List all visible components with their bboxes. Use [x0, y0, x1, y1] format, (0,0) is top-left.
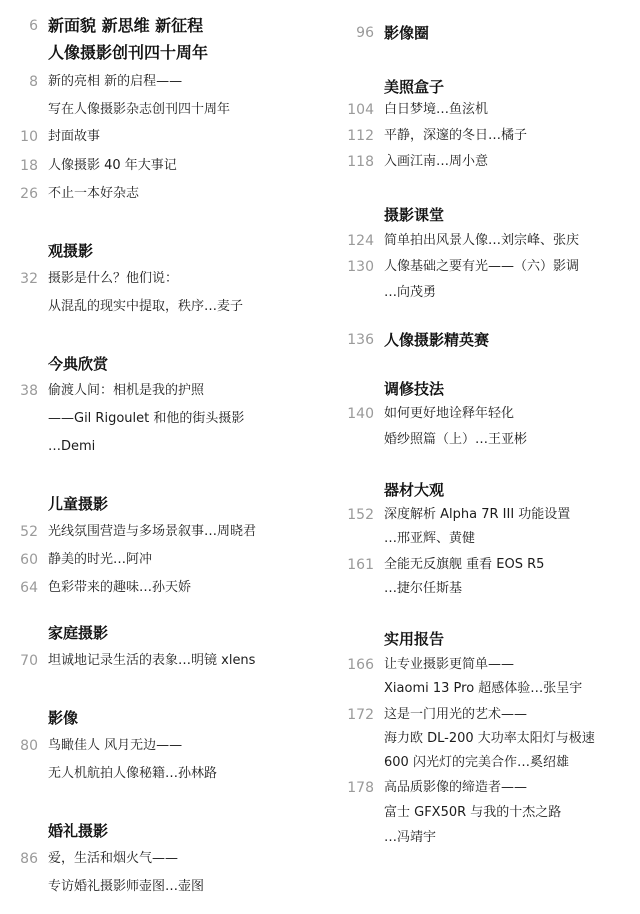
- toc-entry-line[interactable]: 写在人像摄影杂志创刊四十周年: [48, 102, 231, 117]
- toc-entry-line[interactable]: 简单拍出风景人像…刘宗峰、张庆: [384, 233, 580, 248]
- toc-entry-line[interactable]: …邢亚辉、黄健: [384, 531, 476, 546]
- page-number: 112: [347, 128, 374, 144]
- toc-entry-line[interactable]: 鸟瞰佳人 风月无边——: [48, 738, 183, 753]
- section-heading: 今典欣赏: [48, 355, 109, 373]
- toc-entry-line[interactable]: 高品质影像的缔造者——: [384, 780, 528, 795]
- toc-entry-line[interactable]: 富士 GFX50R 与我的十杰之路: [384, 805, 562, 820]
- page-number: 124: [347, 233, 374, 249]
- toc-entry-line[interactable]: Xiaomi 13 Pro 超感体验…张呈宇: [384, 681, 583, 696]
- page-number: 96: [356, 25, 374, 41]
- section-heading[interactable]: 人像摄影精英赛: [384, 331, 490, 349]
- page-number: 172: [347, 707, 374, 723]
- toc-entry-line[interactable]: 不止一本好杂志: [48, 186, 140, 201]
- page-number: 26: [20, 186, 38, 202]
- page-number: 64: [20, 580, 38, 596]
- toc-entry-line[interactable]: 婚纱照篇（上）…王亚彬: [384, 432, 528, 447]
- page-number: 130: [347, 259, 374, 275]
- page-number: 52: [20, 524, 38, 540]
- toc-entry-line[interactable]: ——Gil Rigoulet 和他的街头摄影: [48, 411, 245, 426]
- toc-entry-line[interactable]: 专访婚礼摄影师壶图…壶图: [48, 879, 205, 894]
- section-heading: 调修技法: [384, 380, 445, 398]
- page-number: 60: [20, 552, 38, 568]
- toc-entry-line[interactable]: …Demi: [48, 439, 96, 454]
- toc-entry-line[interactable]: 封面故事: [48, 129, 101, 144]
- toc-entry-line[interactable]: 海力欧 DL-200 大功率太阳灯与极速: [384, 731, 595, 746]
- toc-entry-line[interactable]: …冯靖宇: [384, 830, 437, 845]
- toc-entry-line[interactable]: 从混乱的现实中提取，秩序…麦子: [48, 299, 244, 314]
- page-number: 80: [20, 738, 38, 754]
- toc-entry-line[interactable]: 光线氛围营造与多场景叙事…周晓君: [48, 524, 257, 539]
- page-number: 104: [347, 102, 374, 118]
- toc-entry-line[interactable]: 让专业摄影更简单——: [384, 657, 515, 672]
- page-number: 86: [20, 851, 38, 867]
- toc-entry-line[interactable]: 如何更好地诠释年轻化: [384, 406, 515, 421]
- toc-entry-line[interactable]: 新的亮相 新的启程——: [48, 74, 183, 89]
- page-number: 178: [347, 780, 374, 796]
- toc-entry-line[interactable]: 全能无反旗舰 重看 EOS R5: [384, 557, 545, 572]
- toc-entry-line[interactable]: …向茂勇: [384, 285, 437, 300]
- page-number: 166: [347, 657, 374, 673]
- page-number: 152: [347, 507, 374, 523]
- section-heading: 实用报告: [384, 630, 445, 648]
- page-number: 38: [20, 383, 38, 399]
- page-number: 118: [347, 154, 374, 170]
- toc-entry-line[interactable]: 摄影是什么？他们说：: [48, 271, 179, 286]
- section-heading: 摄影课堂: [384, 206, 445, 224]
- toc-entry-line[interactable]: 坦诚地记录生活的表象…明镜 xlens: [48, 653, 256, 668]
- section-heading: 美照盒子: [384, 78, 445, 96]
- page-number: 8: [29, 74, 38, 90]
- section-heading: 影像: [48, 709, 79, 727]
- toc-entry-line[interactable]: 无人机航拍人像秘籍…孙林路: [48, 766, 218, 781]
- toc-entry-line[interactable]: 爱，生活和烟火气——: [48, 851, 179, 866]
- section-heading: 婚礼摄影: [48, 822, 109, 840]
- page-number: 6: [29, 18, 38, 34]
- toc-entry-line[interactable]: 色彩带来的趣味…孙天娇: [48, 580, 192, 595]
- page-number: 18: [20, 158, 38, 174]
- toc-entry-line[interactable]: 平静，深邃的冬日…橘子: [384, 128, 528, 143]
- toc-entry-line[interactable]: 人像基础之要有光——（六）影调: [384, 259, 580, 274]
- feature-subtitle: 人像摄影创刊四十周年: [48, 43, 209, 62]
- toc-entry-line[interactable]: 深度解析 Alpha 7R III 功能设置: [384, 507, 571, 522]
- toc-entry-line[interactable]: 600 闪光灯的完美合作…奚绍雄: [384, 755, 569, 770]
- page-number: 70: [20, 653, 38, 669]
- toc-entry-line[interactable]: 入画江南…周小意: [384, 154, 489, 169]
- page-number: 32: [20, 271, 38, 287]
- feature-title: 新面貌 新思维 新征程: [48, 16, 204, 35]
- section-heading: 器材大观: [384, 481, 445, 499]
- page-number: 140: [347, 406, 374, 422]
- section-heading: 家庭摄影: [48, 624, 109, 642]
- toc-entry-line[interactable]: …捷尔任斯基: [384, 581, 463, 596]
- toc-entry-line[interactable]: 这是一门用光的艺术——: [384, 707, 528, 722]
- toc-entry-line[interactable]: 人像摄影 40 年大事记: [48, 158, 177, 173]
- page-number: 10: [20, 129, 38, 145]
- section-heading: 儿童摄影: [48, 495, 109, 513]
- page-number: 136: [347, 332, 374, 348]
- toc-entry-line[interactable]: 白日梦境…鱼泫机: [384, 102, 489, 117]
- toc-entry-line[interactable]: 静美的时光…阿冲: [48, 552, 153, 567]
- section-heading: 影像圈: [384, 24, 430, 42]
- page-number: 161: [347, 557, 374, 573]
- section-heading: 观摄影: [48, 242, 94, 260]
- toc-entry-line[interactable]: 偷渡人间：相机是我的护照: [48, 383, 205, 398]
